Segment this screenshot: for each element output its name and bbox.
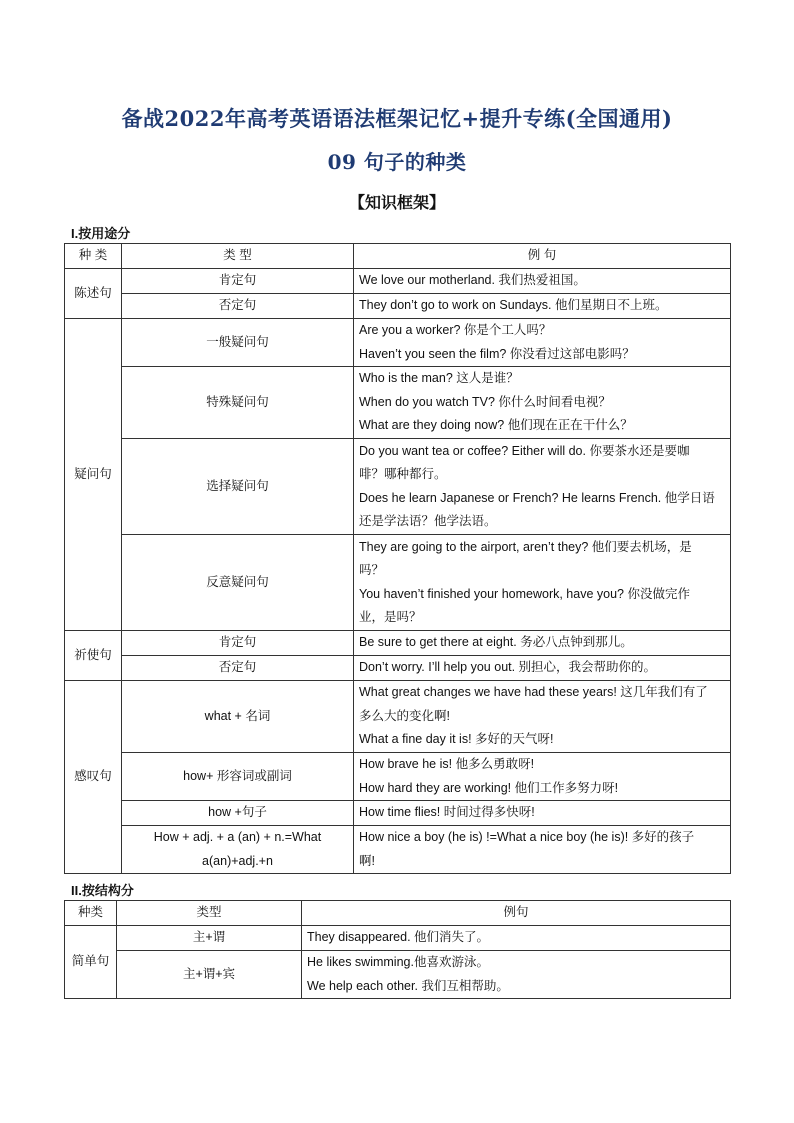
example-cell — [354, 681, 731, 753]
type-cell: 特殊疑问句 — [122, 367, 354, 439]
column-header: 例 句 — [354, 244, 731, 269]
example-line: How time flies! 时间过得多快呀! — [359, 805, 535, 820]
type-cell: 反意疑问句 — [122, 535, 354, 631]
section1-heading: I.按用途分 — [71, 226, 131, 241]
example-cell — [354, 319, 731, 367]
table-row — [65, 656, 731, 681]
document-title: 备战2022年高考英语语法框架记忆+提升专练(全国通用) — [121, 106, 673, 131]
example-line: Who is the man? 这人是谁？ — [359, 371, 519, 386]
table-row — [65, 294, 731, 319]
type-cell: 肯定句 — [122, 269, 354, 294]
example-cell — [354, 801, 731, 826]
example-line: They disappeared. 他们消失了。 — [307, 930, 490, 945]
example-line: What a fine day it is! 多好的天气呀! — [359, 732, 554, 747]
example-cell — [302, 926, 731, 951]
example-line: 吗？ — [359, 563, 385, 577]
table-row — [65, 535, 731, 631]
example-line: Does he learn Japanese or French? He learns French. 他学日语 — [359, 490, 715, 505]
table-row — [65, 631, 731, 656]
category-cell: 感叹句 — [65, 681, 122, 874]
example-line: Are you a worker? 你是个工人吗？ — [359, 323, 552, 337]
example-cell — [354, 269, 731, 294]
example-line: 业，是吗？ — [359, 610, 422, 624]
example-line: Don’t worry. I’ll help you out. 别担心，我会帮助你的。 — [359, 660, 657, 675]
example-line: What great changes we have had these years! 这几年我们有了 — [359, 685, 708, 700]
table-row — [65, 926, 731, 951]
example-cell — [354, 826, 731, 874]
type-cell: 否定句 — [122, 656, 354, 681]
example-line: 还是学法语？他学法语。 — [359, 514, 497, 528]
table-row — [65, 801, 731, 826]
column-header: 种类 — [65, 901, 117, 926]
table-row — [65, 826, 731, 874]
example-line: They are going to the airport, aren’t they? 他们要去机场，是 — [359, 539, 692, 554]
example-line: How nice a boy (he is) !=What a nice boy (he is)! 多好的孩子 — [359, 830, 695, 844]
table-row — [65, 439, 731, 535]
example-cell — [354, 631, 731, 656]
type-cell: how+ 形容词或副词 — [122, 753, 354, 801]
column-header: 例句 — [302, 901, 731, 926]
category-cell: 疑问句 — [65, 319, 122, 631]
category-cell: 简单句 — [65, 926, 117, 999]
table-row — [65, 681, 731, 753]
example-line: What are they doing now? 他们现在正在干什么？ — [359, 418, 633, 433]
type-cell: 一般疑问句 — [122, 319, 354, 367]
column-header: 类 型 — [122, 244, 354, 269]
example-cell — [302, 951, 731, 999]
type-cell: How + adj. + a (an) + n.=What a(an)+adj.+n — [122, 826, 354, 874]
sentence-use-table — [64, 243, 731, 874]
category-cell: 陈述句 — [65, 269, 122, 319]
example-line: He likes swimming.他喜欢游泳。 — [307, 955, 489, 969]
type-cell: 主+谓 — [117, 926, 302, 951]
table-row — [65, 367, 731, 439]
example-cell — [354, 656, 731, 681]
sentence-structure-table — [64, 900, 731, 999]
document-subtitle: 09 句子的种类 — [327, 150, 467, 174]
example-line: We help each other. 我们互相帮助。 — [307, 978, 509, 993]
table-row — [65, 319, 731, 367]
type-cell: what + 名词 — [122, 681, 354, 753]
table-row — [65, 753, 731, 801]
type-cell: 选择疑问句 — [122, 439, 354, 535]
example-line: When do you watch TV? 你什么时间看电视？ — [359, 394, 611, 409]
framework-heading: 【知识框架】 — [348, 193, 445, 212]
example-line: You haven’t finished your homework, have you? 你没做完作 — [359, 586, 690, 601]
example-cell — [354, 535, 731, 631]
table-row — [65, 269, 731, 294]
category-cell: 祈使句 — [65, 631, 122, 681]
example-line: 啊! — [359, 853, 375, 868]
header-row — [65, 901, 731, 926]
example-line: They don’t go to work on Sundays. 他们星期日不上班。 — [359, 298, 668, 313]
column-header: 类型 — [117, 901, 302, 926]
header-row — [65, 244, 731, 269]
type-cell: how +句子 — [122, 801, 354, 826]
example-line: Haven’t you seen the film? 你没看过这部电影吗？ — [359, 346, 635, 361]
column-header: 种 类 — [65, 244, 122, 269]
type-cell: 肯定句 — [122, 631, 354, 656]
table-row — [65, 951, 731, 999]
example-cell — [354, 439, 731, 535]
example-line: Do you want tea or coffee? Either will do. 你要茶水还是要咖 — [359, 443, 690, 458]
example-cell — [354, 753, 731, 801]
example-cell — [354, 294, 731, 319]
example-cell — [354, 367, 731, 439]
example-line: How hard they are working! 他们工作多努力呀! — [359, 780, 619, 795]
type-cell: 主+谓+宾 — [117, 951, 302, 999]
section2-heading: II.按结构分 — [71, 883, 134, 898]
type-cell: 否定句 — [122, 294, 354, 319]
example-line: 多么大的变化啊! — [359, 708, 450, 723]
example-line: We love our motherland. 我们热爱祖国。 — [359, 273, 586, 288]
example-line: 啡？哪种都行。 — [359, 467, 447, 481]
example-line: How brave he is! 他多么勇敢呀! — [359, 757, 535, 771]
example-line: Be sure to get there at eight. 务必八点钟到那儿。 — [359, 635, 633, 650]
